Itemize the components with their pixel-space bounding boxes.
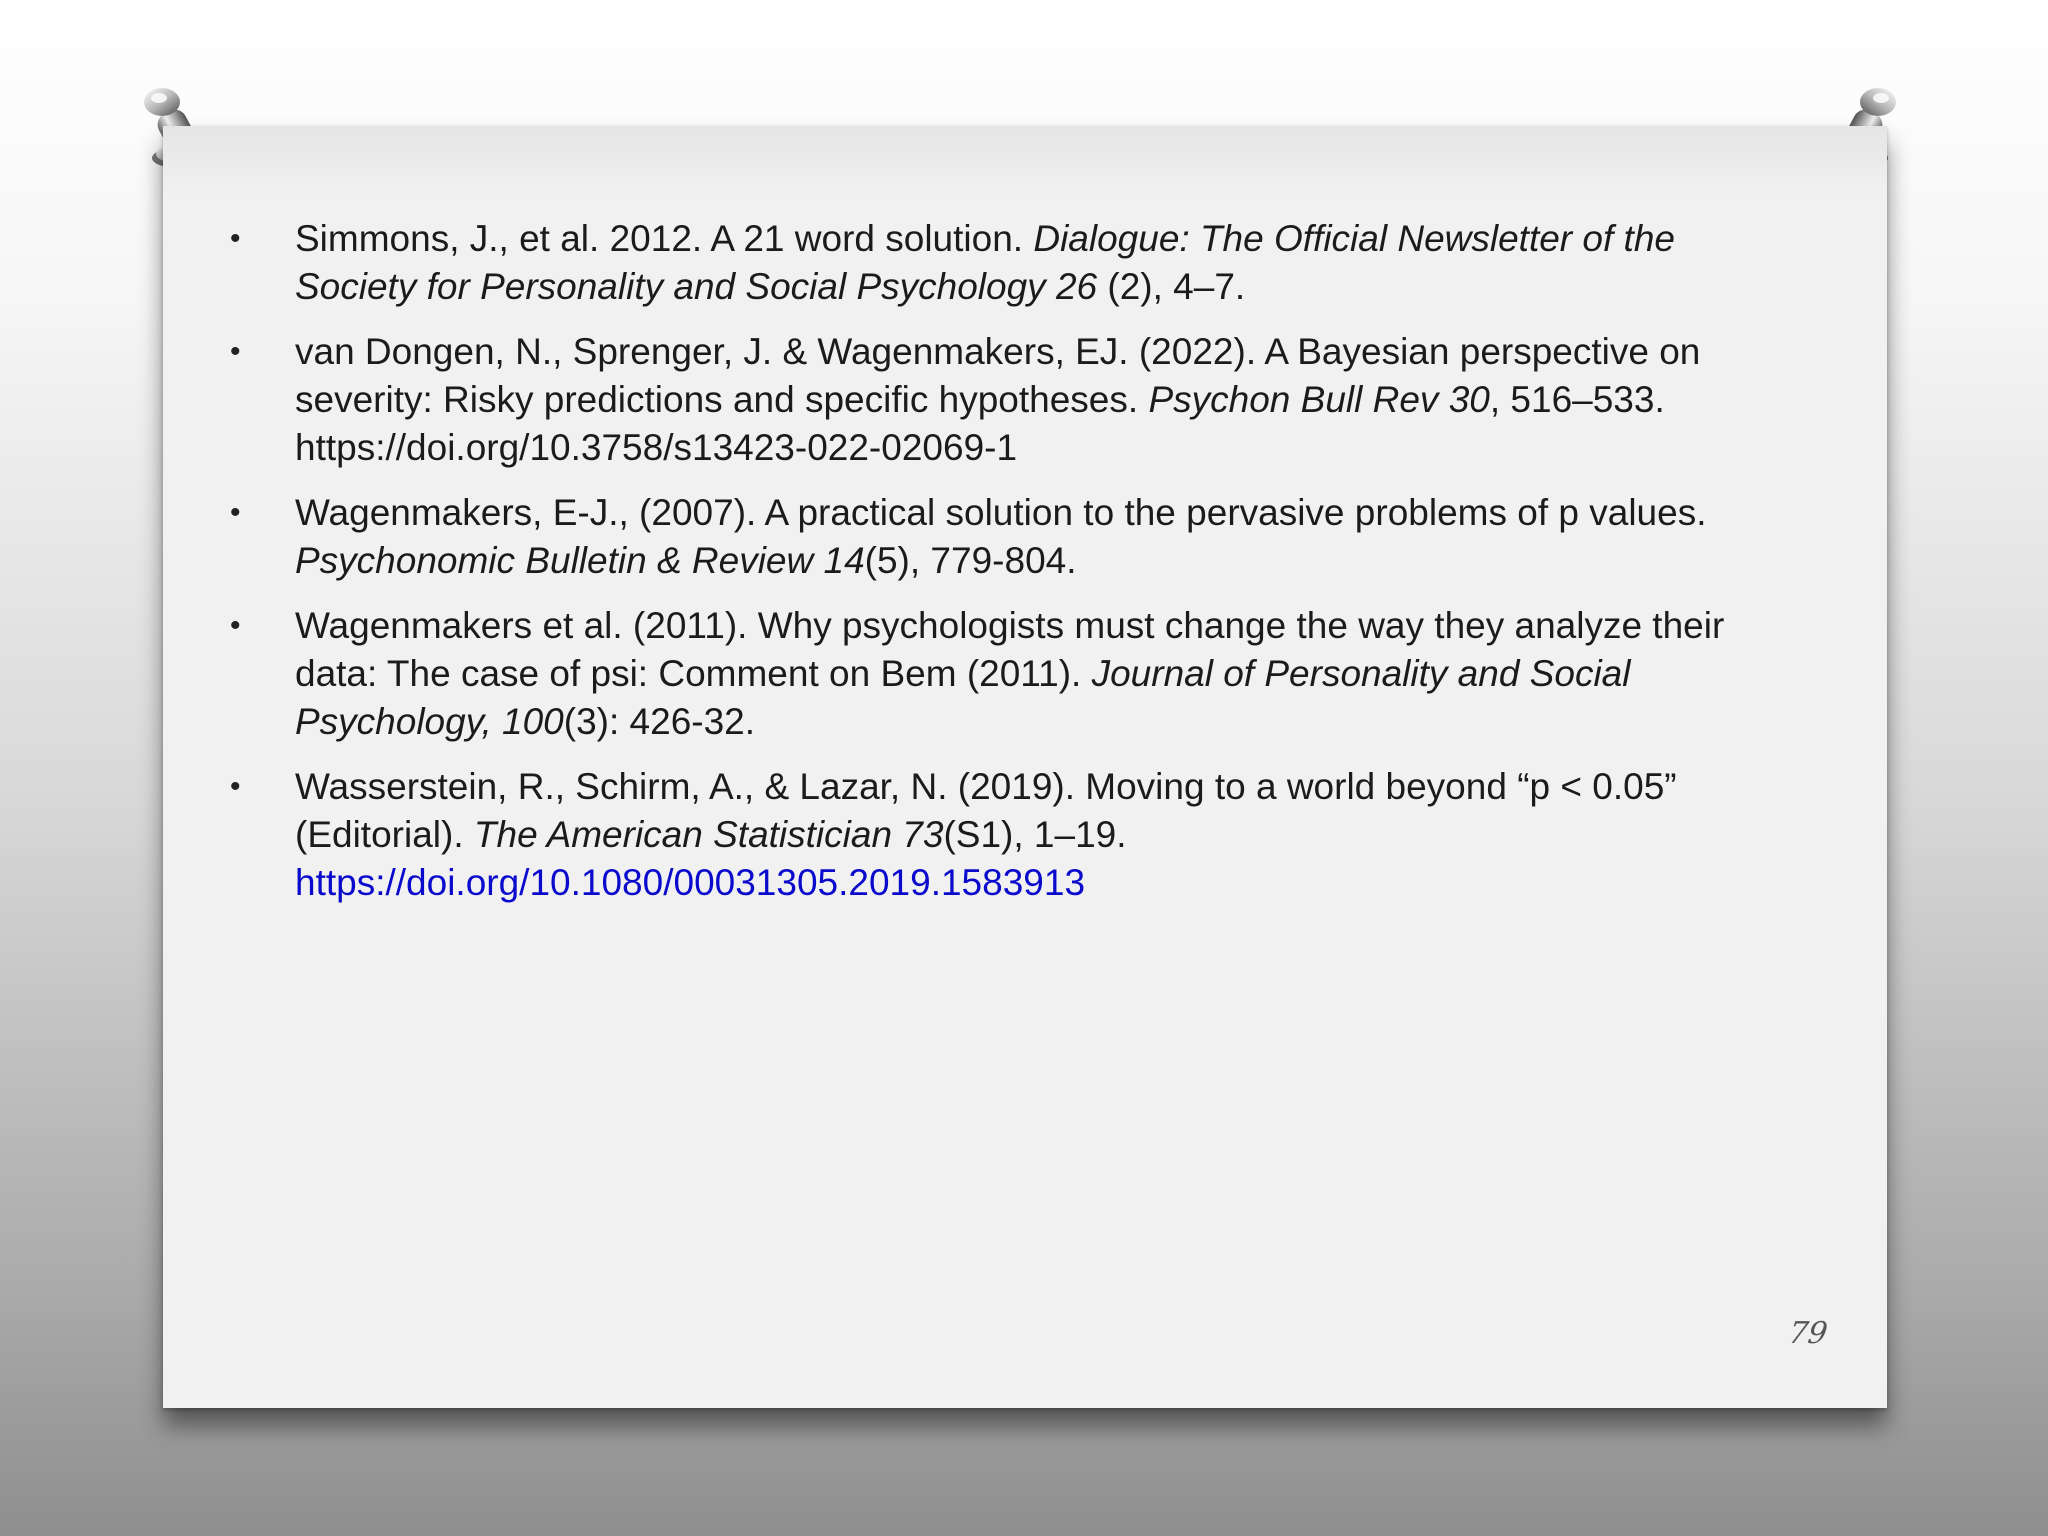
reference-item (225, 215, 1805, 311)
reference-authors: Wasserstein, R., Schirm, A., & Lazar, N. (2019). Moving to a world beyond “p < 0.05” (Editorial). (295, 766, 1677, 855)
reference-journal: Psychonomic Bulletin & Review 14 (295, 540, 865, 581)
reference-details: (S1), 1–19. (943, 814, 1127, 855)
bullet: • (230, 496, 241, 529)
reference-text (295, 492, 1706, 581)
reference-details: (2), 4–7. (1097, 266, 1246, 307)
reference-details: , 516–533. https://doi.org/10.3758/s13423-022-02069-1 (295, 379, 1665, 468)
doi-link[interactable]: https://doi.org/10.1080/00031305.2019.1583913 (295, 862, 1086, 903)
bullet: • (230, 609, 241, 642)
reference-item (225, 489, 1805, 585)
reference-journal: The American Statistician 73 (473, 814, 944, 855)
bullet: • (230, 770, 241, 803)
paper-shade (163, 126, 1887, 196)
reference-details: (3): 426-32. (563, 701, 756, 742)
reference-text (295, 218, 1675, 307)
reference-text (295, 766, 1677, 903)
reference-authors: Simmons, J., et al. 2012. A 21 word solution. (295, 218, 1034, 259)
reference-journal: Journal of Personality and Social Psychology, 100 (295, 653, 1631, 742)
reference-journal: Psychon Bull Rev 30 (1148, 379, 1490, 420)
reference-authors: Wagenmakers, E-J., (2007). A practical solution to the pervasive problems of p values. (295, 492, 1707, 533)
reference-authors: van Dongen, N., Sprenger, J. & Wagenmakers, EJ. (2022). A Bayesian perspective on severity: Risky predictions and specific hypotheses. (295, 331, 1701, 420)
reference-text (295, 331, 1700, 468)
reference-text (295, 605, 1724, 742)
reference-item (225, 763, 1805, 907)
reference-list (225, 215, 1805, 924)
page-number: 79 (1786, 1316, 1830, 1351)
reference-item (225, 602, 1805, 746)
reference-authors: Wagenmakers et al. (2011). Why psychologists must change the way they analyze their data: The case of psi: Comment on Bem (2011). (295, 605, 1725, 694)
bullet: • (230, 335, 241, 368)
bullet: • (230, 222, 241, 255)
reference-journal: Dialogue: The Official Newsletter of the Society for Personality and Social Psychology 26 (295, 218, 1675, 307)
reference-item (225, 328, 1805, 472)
reference-details: (5), 779-804. (864, 540, 1077, 581)
